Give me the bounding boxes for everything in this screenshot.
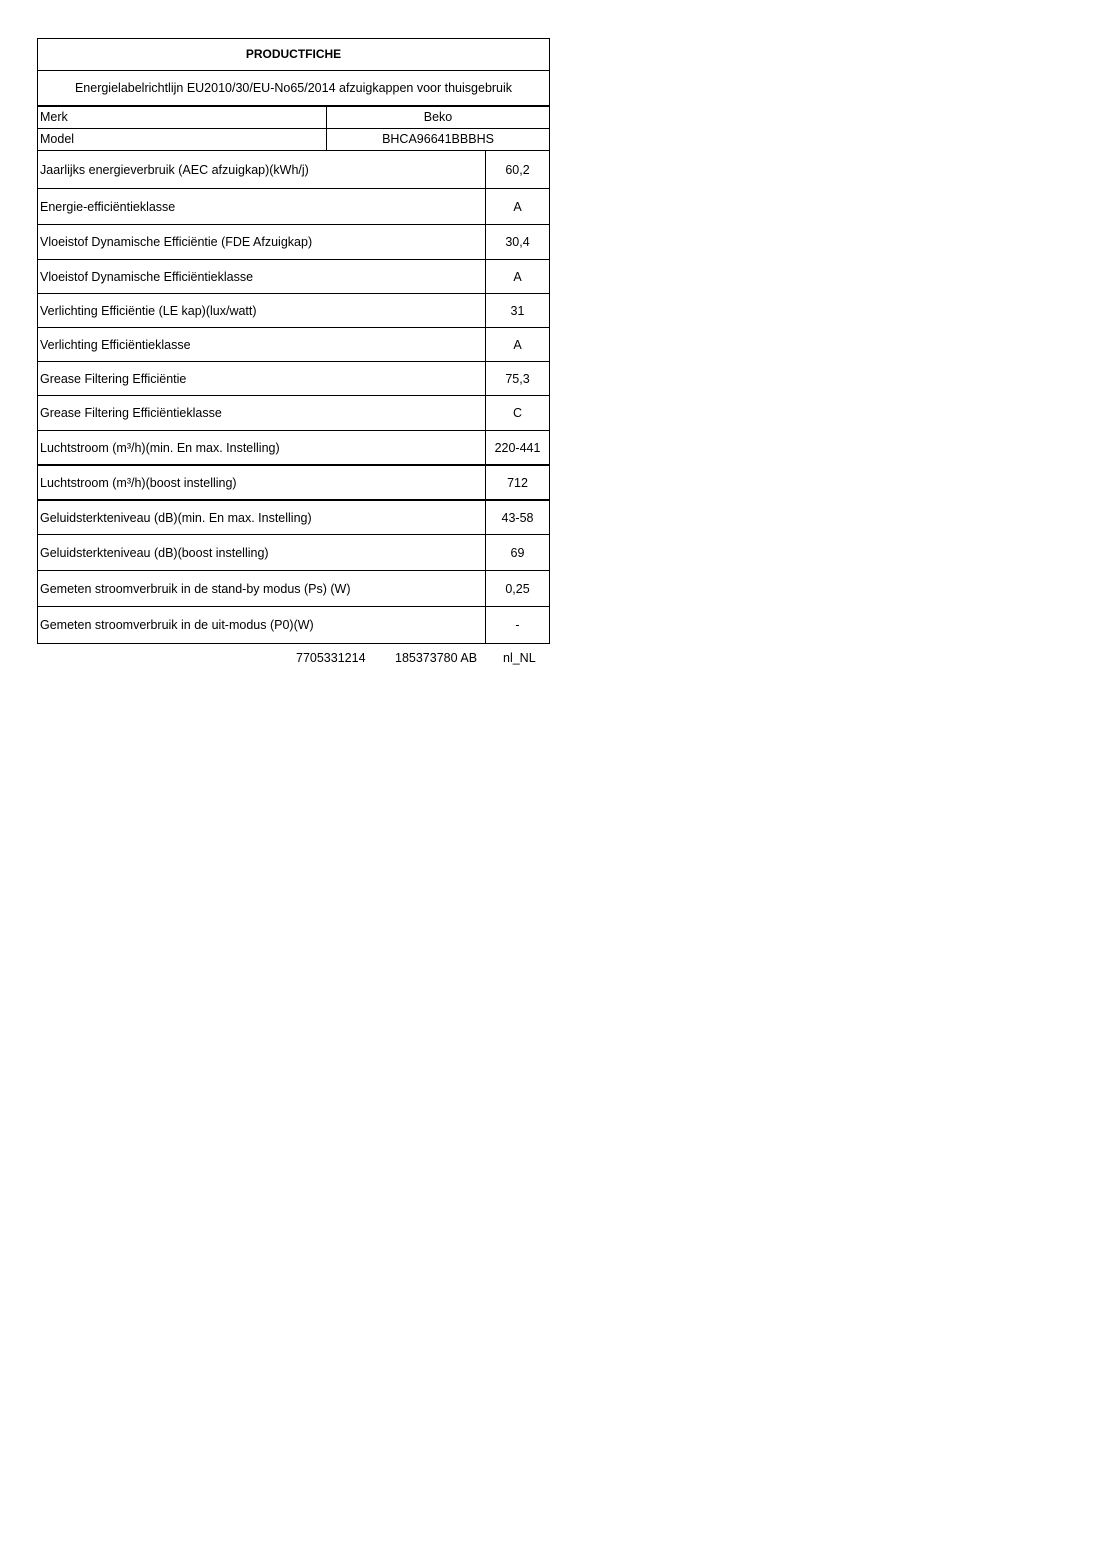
- spec-value: 69: [510, 545, 525, 560]
- spec-label: Grease Filtering Efficiëntie: [38, 362, 486, 395]
- spec-value: A: [513, 199, 522, 214]
- spec-row-fde: [38, 225, 549, 260]
- spec-label: Verlichting Efficiëntieklasse: [38, 328, 486, 361]
- spec-label: Geluidsterkteniveau (dB)(boost instelling): [38, 535, 486, 570]
- footer-locale: nl_NL: [503, 651, 536, 665]
- spec-value: -: [515, 618, 520, 632]
- spec-value: 43-58: [501, 510, 534, 525]
- brand-value: Beko: [423, 110, 453, 124]
- spec-value: A: [513, 269, 522, 284]
- spec-label: Gemeten stroomverbruik in de uit-modus (P0)(W): [38, 607, 486, 643]
- spec-label: Vloeistof Dynamische Efficiëntieklasse: [38, 260, 486, 293]
- spec-row-le: [38, 294, 549, 328]
- model-value: BHCA96641BBBHS: [382, 132, 494, 146]
- spec-row-energy-class: [38, 189, 549, 225]
- spec-row-standby: [38, 571, 549, 607]
- spec-row-noise-boost: [38, 535, 549, 571]
- model-label: Model: [38, 129, 327, 150]
- spec-label: Vloeistof Dynamische Efficiëntie (FDE Afzuigkap): [38, 225, 486, 259]
- spec-row-aec: [38, 151, 549, 189]
- spec-label: Luchtstroom (m³/h)(min. En max. Instelling): [38, 431, 486, 464]
- spec-row-noise: [38, 501, 549, 535]
- fiche-title: PRODUCTFICHE: [38, 39, 549, 71]
- footer-code-2: 185373780 AB: [395, 651, 478, 665]
- spec-value: 0,25: [505, 581, 530, 596]
- spec-label: Energie-efficiëntieklasse: [38, 189, 486, 224]
- spec-row-grease-class: [38, 396, 549, 431]
- spec-row-grease: [38, 362, 549, 396]
- product-fiche-table: [37, 38, 550, 644]
- spec-label: Geluidsterkteniveau (dB)(min. En max. Instelling): [38, 501, 486, 534]
- spec-row-fde-class: [38, 260, 549, 294]
- spec-label: Gemeten stroomverbruik in de stand-by modus (Ps) (W): [38, 571, 486, 606]
- brand-row: [38, 107, 549, 129]
- spec-label: Verlichting Efficiëntie (LE kap)(lux/watt): [38, 294, 486, 327]
- spec-value: C: [512, 406, 523, 420]
- brand-label: Merk: [38, 107, 327, 128]
- spec-label: Luchtstroom (m³/h)(boost instelling): [38, 466, 486, 499]
- model-row: [38, 129, 549, 151]
- spec-row-airflow-boost: [38, 466, 549, 501]
- spec-value: 60,2: [505, 162, 530, 177]
- spec-value: 220-441: [494, 440, 541, 455]
- spec-value: 75,3: [505, 371, 530, 386]
- spec-value: 712: [507, 475, 528, 490]
- spec-row-off-mode: [38, 607, 549, 643]
- spec-value: A: [513, 337, 522, 352]
- spec-value: 31: [510, 303, 525, 318]
- spec-row-airflow: [38, 431, 549, 466]
- spec-label: Jaarlijks energieverbruik (AEC afzuigkap)(kWh/j): [38, 151, 486, 188]
- fiche-subtitle: Energielabelrichtlijn EU2010/30/EU-No65/2014 afzuigkappen voor thuisgebruik: [38, 71, 549, 107]
- spec-row-le-class: [38, 328, 549, 362]
- spec-label: Grease Filtering Efficiëntieklasse: [38, 396, 486, 430]
- spec-value: 30,4: [505, 235, 530, 249]
- footer-code-1: 7705331214: [296, 651, 366, 665]
